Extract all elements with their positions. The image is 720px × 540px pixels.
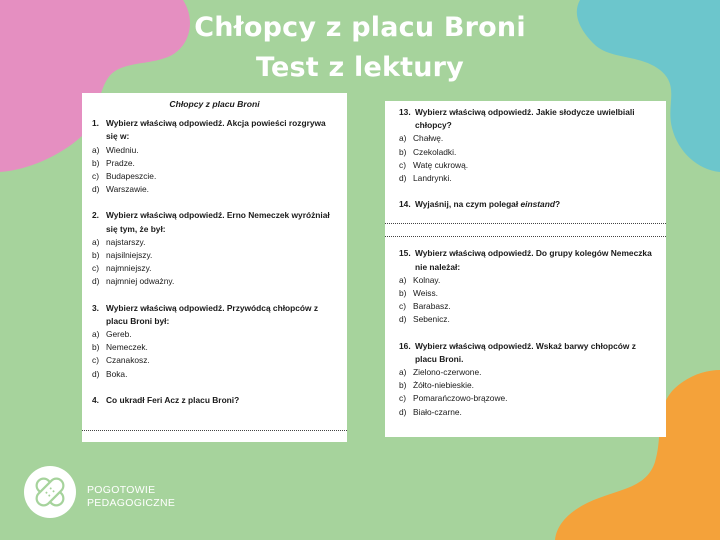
option: d) Warszawie. [92,184,149,195]
option: c) Watę cukrową. [399,159,469,170]
option: c) Pomarańczowo-brązowe. [399,393,508,404]
option: a) Wiedniu. [92,144,139,155]
question-13-options [399,132,654,185]
worksheet-title: Chłopcy z placu Broni [169,99,260,109]
question-15-options [399,274,654,327]
option: a) Zielono-czerwone. [399,367,482,378]
option: b) Pradze. [92,157,135,168]
option: b) najsilniejszy. [92,250,153,261]
bandage-icon [24,466,76,518]
page-subtitle: Test z lektury [255,52,464,83]
option: d) najmniej odważny. [92,276,175,287]
question-13: 13. Wybierz właściwą odpowiedź. Jakie słodycze uwielbiali chłopcy? [399,107,635,131]
question-1: 1. Wybierz właściwą odpowiedź. Akcja powieści rozgrywa się w: [92,118,326,142]
answer-line [385,223,666,224]
worksheet-page-2 [385,101,666,437]
option: c) Budapeszcie. [92,171,157,182]
option: b) Nemeczek. [92,342,148,353]
option: c) Barabasz. [399,301,451,312]
worksheet-page-1 [82,93,347,442]
question-1-options [92,144,337,197]
logo-line-1: POGOTOWIE [87,484,156,496]
question-16: 16. Wybierz właściwą odpowiedź. Wskaż barwy chłopców z placu Broni. [399,340,636,364]
logo-line-2: PEDAGOGICZNE [87,497,176,509]
question-16-options [399,366,654,419]
answer-line [82,430,347,431]
option: d) Landrynki. [399,173,452,184]
question-2: 2. Wybierz właściwą odpowiedź. Erno Nemeczek wyróżniał się tym, że był: [92,210,330,234]
option: a) Kolnay. [399,274,441,285]
option: a) najstarszy. [92,236,146,247]
option: a) Gereb. [92,329,132,340]
option: a) Chałwę. [399,133,444,144]
option: d) Sebenicz. [399,314,450,325]
option: b) Czekoladki. [399,146,457,157]
question-4: 4. Co ukradł Feri Acz z placu Broni? [92,394,240,405]
option: b) Weiss. [399,288,438,299]
question-3-options [92,328,337,381]
question-2-options [92,236,337,289]
option: b) Żółto-niebieskie. [399,380,474,391]
question-14: 14. Wyjaśnij, na czym polegał einstand? [399,199,561,210]
option: d) Boka. [92,368,128,379]
page-title: Chłopcy z placu Broni [194,12,526,43]
option: d) Biało-czarne. [399,406,462,417]
question-3: 3. Wybierz właściwą odpowiedź. Przywódcą chłopców z placu Broni był: [92,302,319,326]
question-15: 15. Wybierz właściwą odpowiedź. Do grupy kolegów Nemeczka nie należał: [399,248,652,272]
option: c) Czanakosz. [92,355,150,366]
logo-text [87,484,175,510]
option: c) najmniejszy. [92,263,152,274]
